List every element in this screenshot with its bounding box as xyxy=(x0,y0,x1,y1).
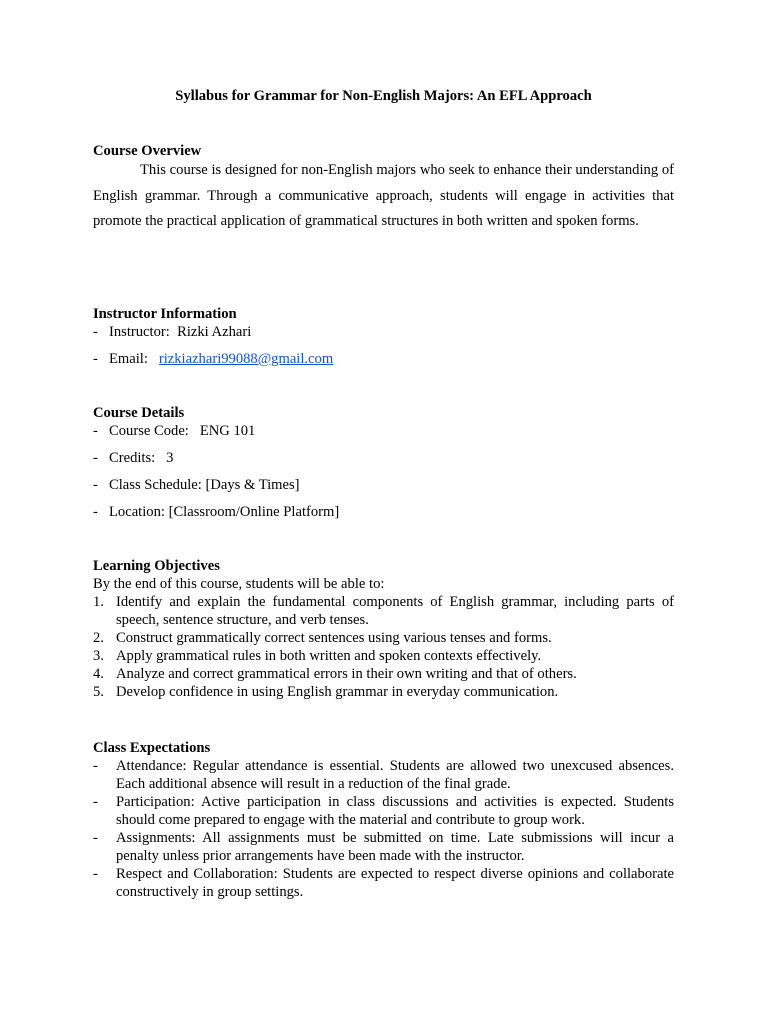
instructor-email-item xyxy=(93,350,333,368)
class-schedule-label: Class Schedule: xyxy=(109,477,206,493)
course-overview-heading: Course Overview xyxy=(93,143,202,159)
expectation-text: Respect and Collaboration: Students are expected to respect diverse opinions and collaborate constructively in group settings. xyxy=(116,866,674,900)
objective-number: 3. xyxy=(93,648,104,664)
bullet-dash: - xyxy=(93,758,98,774)
objective-number: 1. xyxy=(93,594,104,610)
bullet-dash: - xyxy=(93,450,98,466)
expectation-text: Attendance: Regular attendance is essential. Students are allowed two unexcused absences. Each additional absence will result in a reduction of the final grade. xyxy=(116,758,674,792)
class-expectations-list xyxy=(93,757,674,901)
location-value: [Classroom/Online Platform] xyxy=(168,504,340,520)
learning-objectives-heading: Learning Objectives xyxy=(93,558,220,574)
location-label: Location: xyxy=(109,504,169,520)
instructor-email-label: Email: xyxy=(109,351,159,367)
expectation-item xyxy=(93,829,674,865)
expectation-text: Participation: Active participation in class discussions and activities is expected. Students should come prepared to engage with the material and contribute to group work. xyxy=(116,794,674,828)
instructor-name-value: Rizki Azhari xyxy=(177,324,252,340)
course-overview-text: This course is designed for non-English majors who seek to enhance their understanding of English grammar. Through a communicative approach, students will engage in activities that promote the practical application of grammatical structures in both written and spoken forms. xyxy=(93,162,674,229)
course-code-item xyxy=(93,422,255,440)
bullet-dash: - xyxy=(93,324,98,340)
objective-number: 2. xyxy=(93,630,104,646)
expectation-text: Assignments: All assignments must be submitted on time. Late submissions will incur a penalty unless prior arrangements have been made with the instructor. xyxy=(116,830,674,864)
bullet-dash: - xyxy=(93,423,98,439)
class-schedule-item xyxy=(93,476,300,494)
learning-objectives-intro: By the end of this course, students will be able to: xyxy=(93,576,385,592)
credits-label: Credits: xyxy=(109,450,167,466)
bullet-dash: - xyxy=(93,477,98,493)
instructor-name-label: Instructor: xyxy=(109,324,178,340)
credits-item xyxy=(93,449,173,467)
instructor-name-item xyxy=(93,323,251,341)
course-code-value: ENG 101 xyxy=(199,423,256,439)
document-title: Syllabus for Grammar for Non-English Majors: An EFL Approach xyxy=(175,88,592,104)
instructor-email-link[interactable]: rizkiazhari99088@gmail.com xyxy=(158,351,334,367)
objective-item xyxy=(93,683,674,701)
objective-item xyxy=(93,647,674,665)
bullet-dash: - xyxy=(93,794,98,810)
bullet-dash: - xyxy=(93,830,98,846)
objective-text: Apply grammatical rules in both written and spoken contexts effectively. xyxy=(116,648,542,664)
class-schedule-value: [Days & Times] xyxy=(205,477,300,493)
bullet-dash: - xyxy=(93,351,98,367)
credits-value: 3 xyxy=(166,450,174,466)
course-details-heading: Course Details xyxy=(93,405,185,421)
objective-text: Analyze and correct grammatical errors in their own writing and that of others. xyxy=(116,666,577,682)
course-code-label: Course Code: xyxy=(109,423,200,439)
objective-text: Develop confidence in using English grammar in everyday communication. xyxy=(116,684,559,700)
location-item xyxy=(93,503,339,521)
expectation-item xyxy=(93,757,674,793)
bullet-dash: - xyxy=(93,866,98,882)
objective-item xyxy=(93,665,674,683)
objective-item xyxy=(93,593,674,629)
expectation-item xyxy=(93,793,674,829)
expectation-item xyxy=(93,865,674,901)
learning-objectives-list xyxy=(93,593,674,701)
objective-number: 4. xyxy=(93,666,104,682)
instructor-heading: Instructor Information xyxy=(93,306,237,322)
objective-number: 5. xyxy=(93,684,104,700)
bullet-dash: - xyxy=(93,504,98,520)
objective-text: Identify and explain the fundamental components of English grammar, including parts of speech, sentence structure, and verb tenses. xyxy=(116,594,674,628)
objective-item xyxy=(93,629,674,647)
class-expectations-heading: Class Expectations xyxy=(93,740,211,756)
objective-text: Construct grammatically correct sentences using various tenses and forms. xyxy=(116,630,552,646)
